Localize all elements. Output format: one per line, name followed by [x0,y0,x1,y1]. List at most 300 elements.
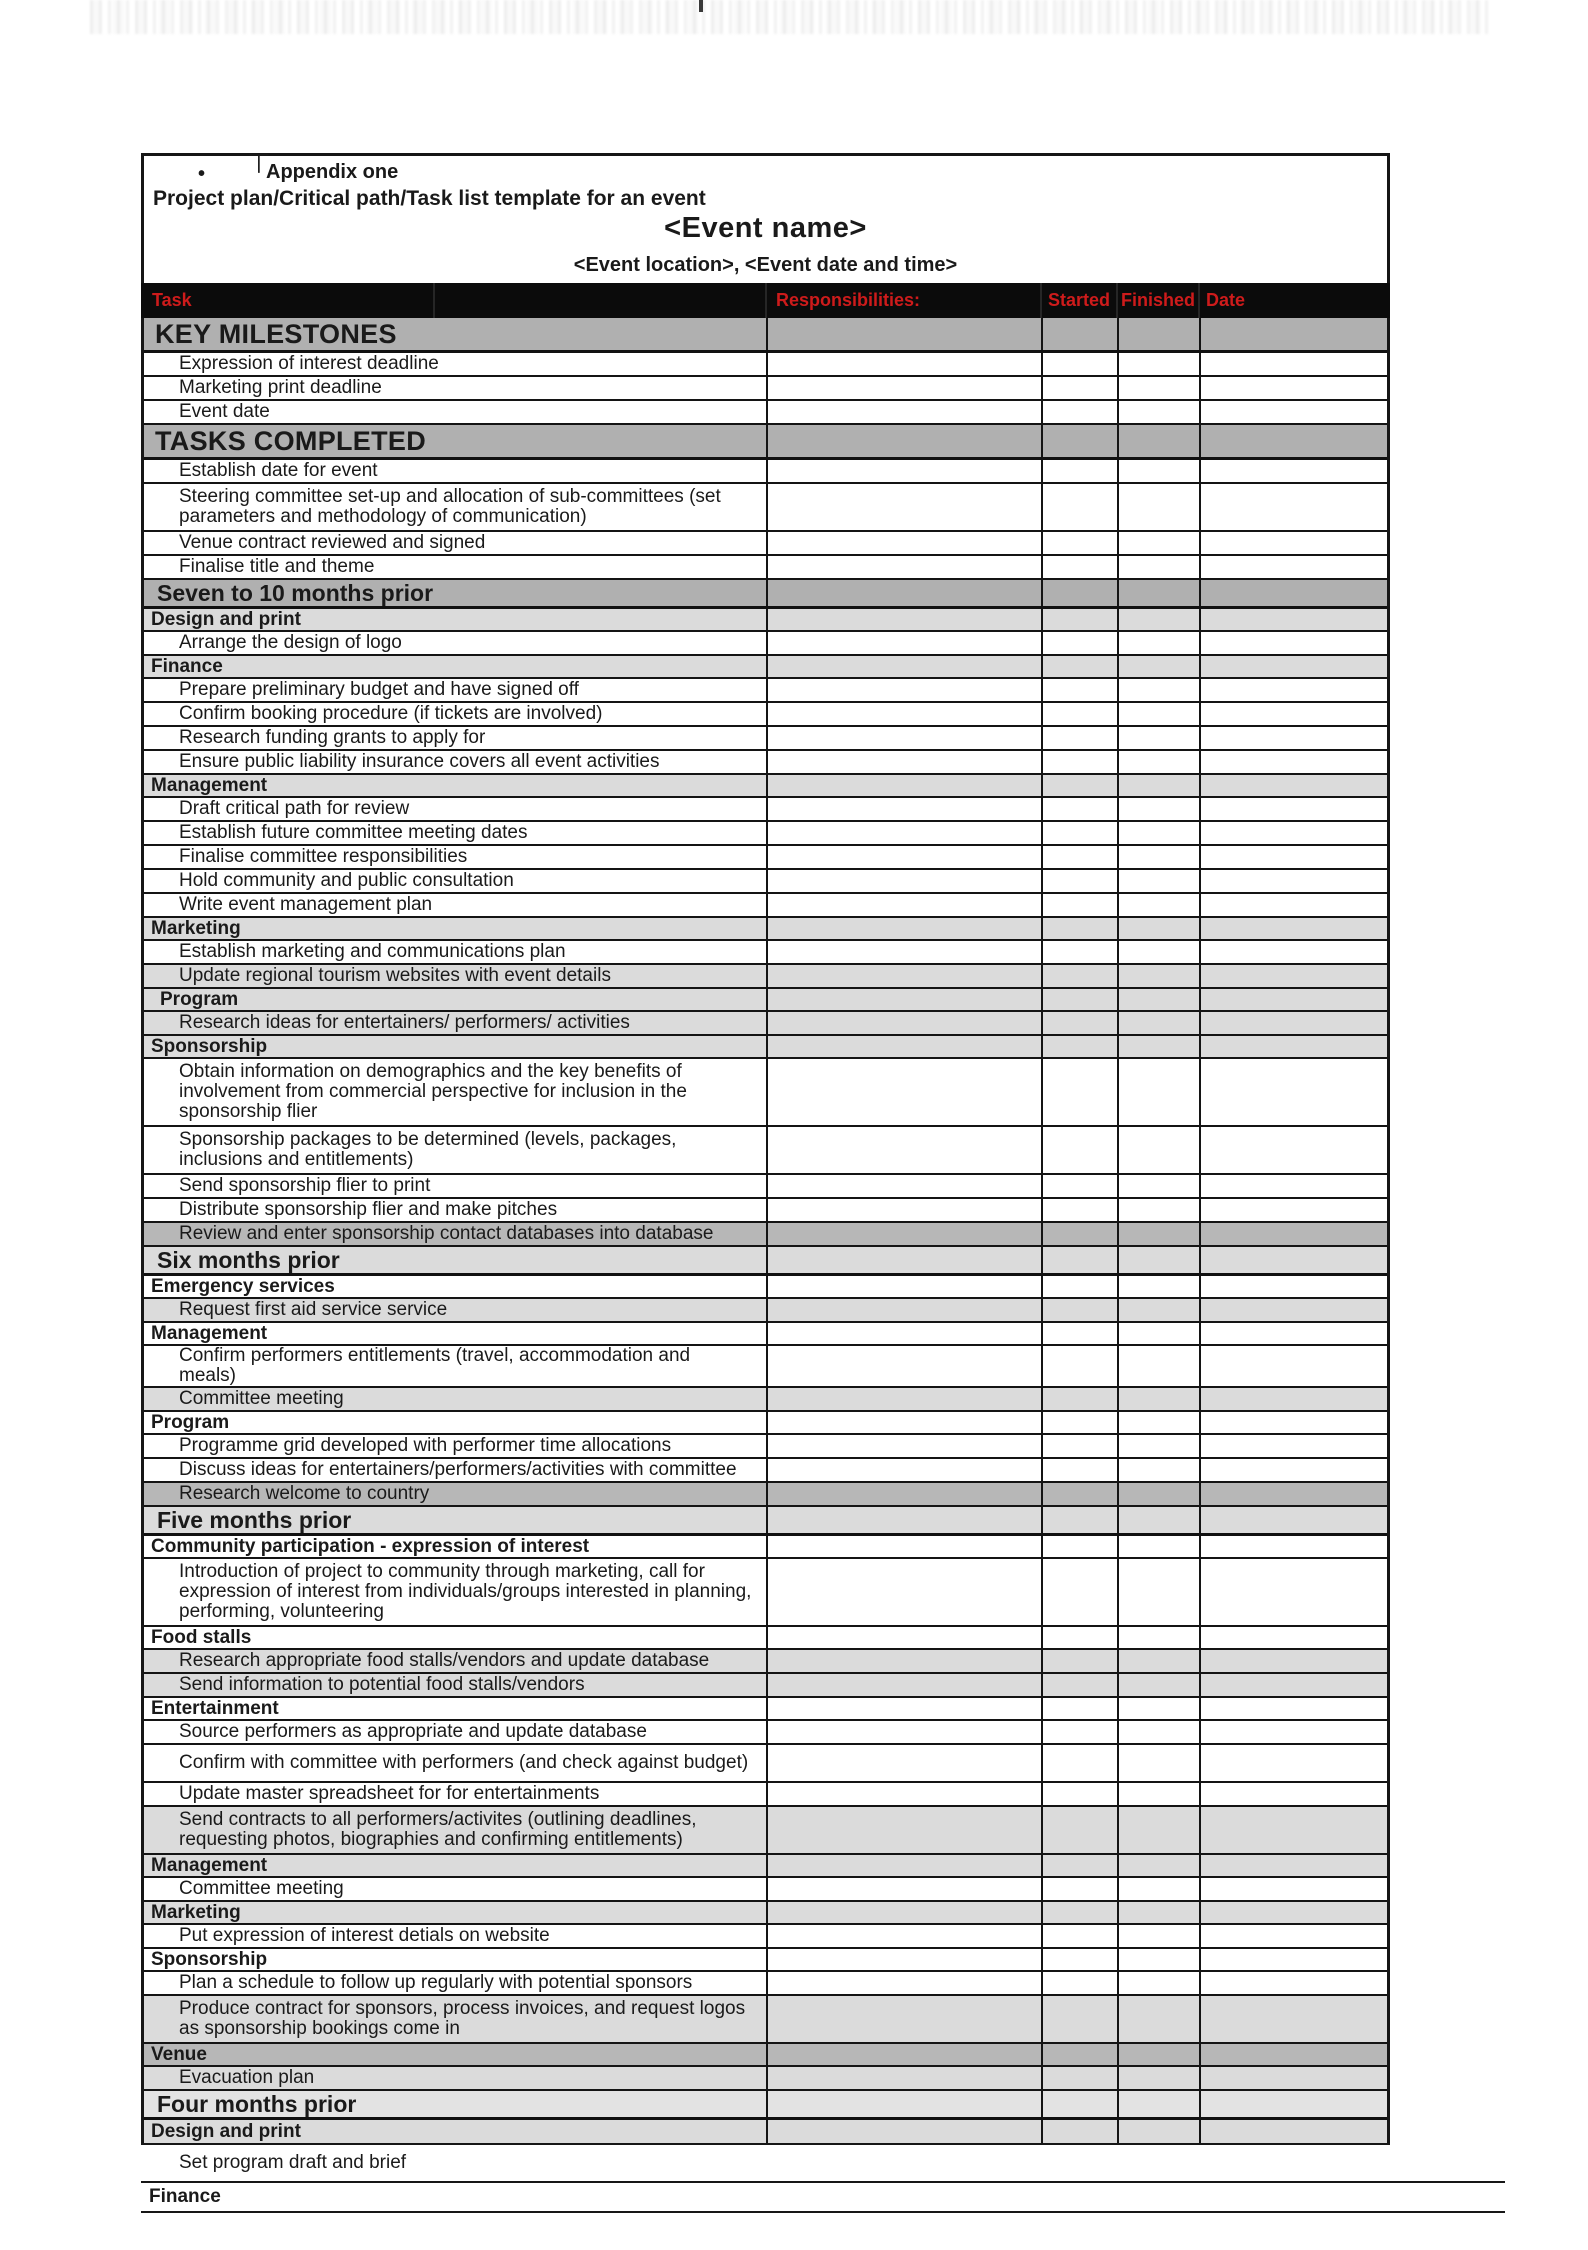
date-cell [1199,679,1387,701]
date-cell [1199,1127,1387,1173]
task-cell: Research ideas for entertainers/ performers/ activities [179,1012,630,1033]
finished-cell [1117,1627,1199,1648]
responsibilities-cell [766,1627,1041,1648]
finished-cell [1117,1346,1199,1386]
task-cell: Marketing [151,917,241,939]
finished-cell [1117,1698,1199,1719]
finished-cell [1117,401,1199,423]
finished-cell [1117,2091,1199,2117]
task-cell: Steering committee set-up and allocation of sub-committees (set parameters and methodology of communication) [179,486,721,527]
title-box [141,149,1390,283]
date-cell [1199,1388,1387,1410]
finished-cell [1117,1949,1199,1970]
finished-cell [1117,1388,1199,1410]
task-cell: Five months prior [157,1507,352,1533]
table-row [144,1346,1387,1388]
date-cell [1199,401,1387,423]
responsibilities-cell [766,1807,1041,1853]
responsibilities-cell [766,1745,1041,1781]
task-cell: Venue contract reviewed and signed [179,532,486,553]
table-row-cutoff: Finance [141,2183,1505,2213]
finished-cell [1117,989,1199,1010]
date-cell [1199,656,1387,677]
task-cell: Management [151,1854,268,1876]
responsibilities-cell [766,532,1041,554]
started-cell [1041,775,1117,796]
finished-cell [1117,556,1199,578]
responsibilities-cell [766,846,1041,868]
header-seam [433,283,435,318]
responsibilities-cell [766,870,1041,892]
header-finished: Finished [1116,283,1198,318]
task-cell: Draft critical path for review [179,798,410,819]
responsibilities-cell [766,822,1041,844]
task-cell: Establish future committee meeting dates [179,822,528,843]
finished-cell [1117,656,1199,677]
responsibilities-cell [766,1175,1041,1197]
responsibilities-cell [766,751,1041,773]
started-cell [1041,1627,1117,1648]
date-cell [1199,1674,1387,1696]
table-row [144,679,1387,703]
table-row [144,1878,1387,1902]
finished-cell [1117,2120,1199,2143]
finished-cell [1117,1507,1199,1533]
task-cell: Management [151,1322,268,1344]
started-cell [1041,1323,1117,1344]
started-cell [1041,1247,1117,1273]
table-row [144,703,1387,727]
started-cell [1041,751,1117,773]
responsibilities-cell [766,1223,1041,1245]
table-row [144,609,1387,632]
table-row [144,1175,1387,1199]
started-cell [1041,1175,1117,1197]
task-cell: Design and print [151,2120,301,2142]
date-cell [1199,1323,1387,1344]
tab-cursor-mark: ⊤ [247,149,271,180]
table-row [144,1435,1387,1459]
task-cell: Send sponsorship flier to print [179,1175,431,1196]
started-cell [1041,401,1117,423]
event-name-placeholder: <Event name> [664,212,867,244]
responsibilities-cell [766,918,1041,939]
header-task: Task [141,283,765,318]
date-cell [1199,1721,1387,1743]
task-cell: Finalise committee responsibilities [179,846,468,867]
task-cell: TASKS COMPLETED [155,426,427,456]
task-cell: Confirm with committee with performers (and check against budget) [179,1752,749,1773]
finished-cell [1117,1223,1199,1245]
task-cell: Marketing print deadline [179,377,382,398]
finished-cell [1117,1721,1199,1743]
responsibilities-cell [766,1059,1041,1125]
started-cell [1041,353,1117,375]
finished-cell [1117,1674,1199,1696]
responsibilities-cell [766,580,1041,606]
table-row [144,353,1387,377]
started-cell [1041,894,1117,916]
responsibilities-cell [766,1247,1041,1273]
responsibilities-cell [766,941,1041,963]
started-cell [1041,1698,1117,1719]
started-cell [1041,2091,1117,2117]
responsibilities-cell [766,1299,1041,1321]
date-cell [1199,556,1387,578]
task-cell: Research appropriate food stalls/vendors and update database [179,1650,710,1671]
started-cell [1041,1199,1117,1221]
date-cell [1199,870,1387,892]
table-row [144,460,1387,484]
table-row [144,532,1387,556]
table-row [144,918,1387,941]
table-row [144,632,1387,656]
responsibilities-cell [766,1459,1041,1481]
table-row [144,727,1387,751]
finished-cell [1117,609,1199,630]
scan-noise-artifact [90,0,1490,34]
responsibilities-cell [766,632,1041,654]
header-date: Date [1198,283,1390,318]
finished-cell [1117,1012,1199,1034]
date-cell [1199,425,1387,457]
started-cell [1041,870,1117,892]
task-cell: Seven to 10 months prior [157,580,434,606]
started-cell [1041,1925,1117,1947]
table-row [144,1483,1387,1507]
finished-cell [1117,1059,1199,1125]
date-cell [1199,484,1387,530]
started-cell [1041,460,1117,482]
date-cell [1199,632,1387,654]
date-cell [1199,822,1387,844]
started-cell [1041,1855,1117,1876]
started-cell [1041,532,1117,554]
responsibilities-cell [766,1199,1041,1221]
finished-cell [1117,1783,1199,1805]
table-row [144,1536,1387,1559]
date-cell [1199,377,1387,399]
responsibilities-cell [766,1972,1041,1994]
started-cell [1041,1783,1117,1805]
task-cell: Finalise title and theme [179,556,375,577]
task-cell: Venue [151,2043,207,2065]
task-cell: Update regional tourism websites with event details [179,965,611,986]
finished-cell [1117,1299,1199,1321]
task-cell: Arrange the design of logo [179,632,402,653]
task-cell: Sponsorship [151,1035,268,1057]
started-cell [1041,1507,1117,1533]
started-cell [1041,941,1117,963]
task-cell: Four months prior [157,2091,357,2117]
table-row [144,1247,1387,1276]
responsibilities-cell [766,1925,1041,1947]
task-cell: Write event management plan [179,894,433,915]
started-cell [1041,727,1117,749]
date-cell [1199,2044,1387,2065]
responsibilities-cell [766,1559,1041,1625]
date-cell [1199,918,1387,939]
task-cell: Six months prior [157,1247,340,1273]
finished-cell [1117,460,1199,482]
started-cell [1041,1459,1117,1481]
responsibilities-cell [766,965,1041,987]
responsibilities-cell [766,401,1041,423]
responsibilities-cell [766,1949,1041,1970]
table-row [144,425,1387,460]
finished-cell [1117,965,1199,987]
table-row [144,1507,1387,1536]
date-cell [1199,1223,1387,1245]
responsibilities-cell [766,1721,1041,1743]
table-row [144,1698,1387,1721]
header-started: Started [1040,283,1116,318]
table-row [144,656,1387,679]
date-cell [1199,580,1387,606]
table-row [144,2044,1387,2067]
task-cell: Committee meeting [179,1878,344,1899]
finished-cell [1117,727,1199,749]
task-cell: Review and enter sponsorship contact databases into database [179,1223,714,1244]
date-cell [1199,1036,1387,1057]
date-cell [1199,353,1387,375]
task-cell: Distribute sponsorship flier and make pitches [179,1199,558,1220]
task-cell: Emergency services [151,1275,335,1297]
started-cell [1041,1721,1117,1743]
responsibilities-cell [766,609,1041,630]
finished-cell [1117,318,1199,350]
task-cell: Plan a schedule to follow up regularly with potential sponsors [179,1972,693,1993]
task-cell: Food stalls [151,1626,252,1648]
finished-cell [1117,1247,1199,1273]
task-cell: Introduction of project to community through marketing, call for expression of interest from individuals/groups interested in planning, performing, volunteering [179,1561,752,1622]
started-cell [1041,846,1117,868]
finished-cell [1117,532,1199,554]
table-row [144,556,1387,580]
table-row [144,1855,1387,1878]
responsibilities-cell [766,989,1041,1010]
responsibilities-cell [766,425,1041,457]
date-cell [1199,1855,1387,1876]
task-cell: Program [160,988,239,1010]
task-cell: Hold community and public consultation [179,870,514,891]
table-row [144,1745,1387,1783]
date-cell [1199,846,1387,868]
task-cell: Produce contract for sponsors, process invoices, and request logos as sponsorship bookings come in [179,1998,746,2039]
task-cell: Send contracts to all performers/activites (outlining deadlines, requesting photos, biographies and confirming entitlements) [179,1809,697,1850]
responsibilities-cell [766,2120,1041,2143]
table-row [144,1412,1387,1435]
started-cell [1041,1299,1117,1321]
responsibilities-cell [766,1435,1041,1457]
date-cell [1199,941,1387,963]
started-cell [1041,1127,1117,1173]
responsibilities-cell [766,2091,1041,2117]
finished-cell [1117,632,1199,654]
table-row [144,1949,1387,1972]
started-cell [1041,703,1117,725]
responsibilities-cell [766,1996,1041,2042]
finished-cell [1117,580,1199,606]
table-row [144,580,1387,609]
responsibilities-cell [766,775,1041,796]
date-cell [1199,460,1387,482]
task-cell: Send information to potential food stalls/vendors [179,1674,585,1695]
table-row [144,775,1387,798]
task-cell: Entertainment [151,1697,279,1719]
task-cell: Event date [179,401,270,422]
started-cell [1041,1745,1117,1781]
responsibilities-cell [766,1323,1041,1344]
started-cell [1041,1412,1117,1433]
responsibilities-cell [766,1127,1041,1173]
table-row [144,318,1387,353]
finished-cell [1117,1412,1199,1433]
task-cell: Sponsorship packages to be determined (levels, packages, inclusions and entitlements) [179,1129,677,1170]
task-cell: Establish date for event [179,460,378,481]
table-row [144,2067,1387,2091]
appendix-label: Appendix one [266,161,399,183]
finished-cell [1117,798,1199,820]
date-cell [1199,1276,1387,1297]
task-cell: Source performers as appropriate and update database [179,1721,647,1742]
responsibilities-cell [766,1483,1041,1505]
finished-cell [1117,2044,1199,2065]
date-cell [1199,965,1387,987]
task-cell: Research funding grants to apply for [179,727,486,748]
finished-cell [1117,1276,1199,1297]
date-cell [1199,1559,1387,1625]
date-cell [1199,894,1387,916]
date-cell [1199,798,1387,820]
task-cell: Establish marketing and communications plan [179,941,566,962]
date-cell [1199,1536,1387,1557]
table-row [144,1807,1387,1855]
scan-tick-artifact [699,0,703,12]
started-cell [1041,377,1117,399]
table-row [144,870,1387,894]
finished-cell [1117,1996,1199,2042]
table-row [144,1925,1387,1949]
table-row [144,2091,1387,2120]
table-row [144,484,1387,532]
finished-cell [1117,1323,1199,1344]
table-row [144,1012,1387,1036]
table-row [144,894,1387,918]
responsibilities-cell [766,377,1041,399]
responsibilities-cell [766,1902,1041,1923]
date-cell [1199,1925,1387,1947]
finished-cell [1117,1650,1199,1672]
table-row [144,846,1387,870]
date-cell [1199,1412,1387,1433]
date-cell [1199,775,1387,796]
responsibilities-cell [766,1276,1041,1297]
responsibilities-cell [766,2067,1041,2089]
responsibilities-cell [766,1698,1041,1719]
finished-cell [1117,1199,1199,1221]
finished-cell [1117,1807,1199,1853]
responsibilities-cell [766,894,1041,916]
task-cell: Put expression of interest detials on website [179,1925,550,1946]
task-cell: Finance [151,655,223,677]
table-row [144,1276,1387,1299]
started-cell [1041,1996,1117,2042]
table-row [144,822,1387,846]
table-row [144,1674,1387,1698]
date-cell [1199,1247,1387,1273]
task-table-body [141,318,1390,2145]
finished-cell [1117,1483,1199,1505]
table-row [144,798,1387,822]
date-cell [1199,2091,1387,2117]
date-cell [1199,2067,1387,2089]
started-cell [1041,656,1117,677]
date-cell [1199,751,1387,773]
finished-cell [1117,894,1199,916]
responsibilities-cell [766,1388,1041,1410]
responsibilities-cell [766,703,1041,725]
started-cell [1041,798,1117,820]
started-cell [1041,1650,1117,1672]
responsibilities-cell [766,1012,1041,1034]
started-cell [1041,1483,1117,1505]
finished-cell [1117,2067,1199,2089]
finished-cell [1117,1559,1199,1625]
task-cell: Community participation - expression of interest [151,1535,590,1557]
table-row [144,1299,1387,1323]
finished-cell [1117,918,1199,939]
task-cell: Confirm performers entitlements (travel, accommodation and meals) [179,1345,691,1386]
bullet-icon: • [198,163,206,185]
started-cell [1041,1059,1117,1125]
date-cell [1199,1012,1387,1034]
responsibilities-cell [766,484,1041,530]
event-meta-placeholder: <Event location>, <Event date and time> [573,254,958,276]
responsibilities-cell [766,727,1041,749]
finished-cell [1117,1459,1199,1481]
responsibilities-cell [766,1507,1041,1533]
date-cell [1199,1346,1387,1386]
table-row [144,1223,1387,1247]
responsibilities-cell [766,1412,1041,1433]
finished-cell [1117,484,1199,530]
started-cell [1041,2044,1117,2065]
responsibilities-cell [766,1674,1041,1696]
task-cell: Obtain information on demographics and the key benefits of involvement from commercial perspective for inclusion in the sponsorship flier [179,1061,687,1122]
responsibilities-cell [766,1036,1041,1057]
date-cell [1199,1299,1387,1321]
task-cell: Discuss ideas for entertainers/performers/activities with committee [179,1459,737,1480]
finished-cell [1117,377,1199,399]
started-cell [1041,632,1117,654]
finished-cell [1117,846,1199,868]
started-cell [1041,1036,1117,1057]
started-cell [1041,918,1117,939]
responsibilities-cell [766,1878,1041,1900]
table-row [144,1388,1387,1412]
table-row [144,1559,1387,1627]
date-cell [1199,1507,1387,1533]
started-cell [1041,484,1117,530]
table-row [144,989,1387,1012]
started-cell [1041,1536,1117,1557]
started-cell [1041,1807,1117,1853]
started-cell [1041,1223,1117,1245]
responsibilities-cell [766,1783,1041,1805]
responsibilities-cell [766,353,1041,375]
started-cell [1041,1949,1117,1970]
